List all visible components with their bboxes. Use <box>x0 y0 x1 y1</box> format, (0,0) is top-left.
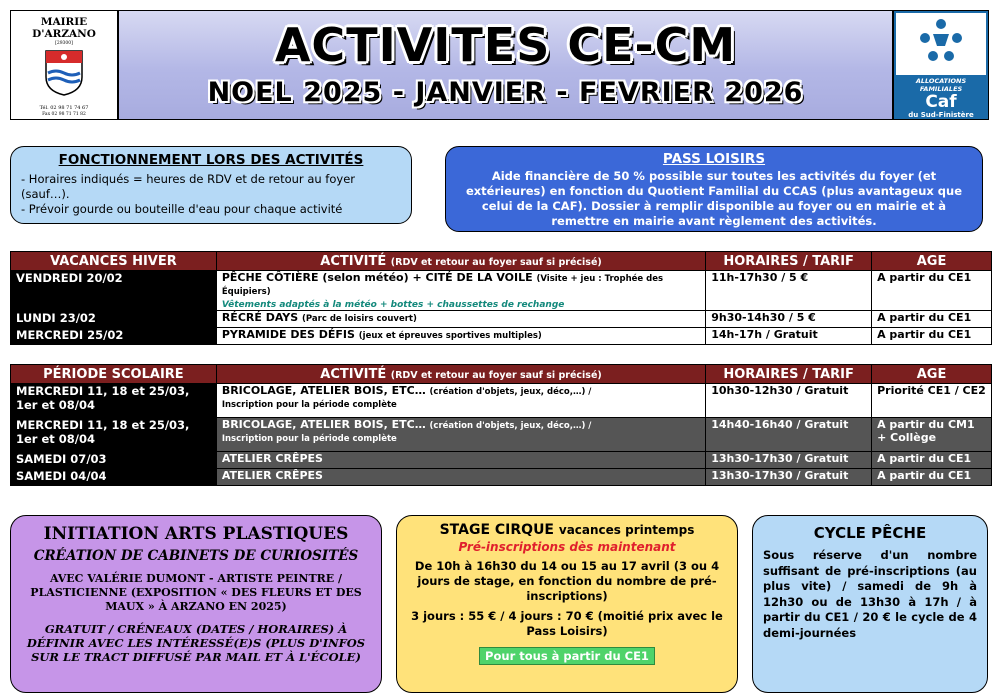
row-hours: 14h-17h / Gratuit <box>706 328 872 345</box>
col-header-period: VACANCES HIVER <box>11 252 217 271</box>
arts-title: INITIATION ARTS PLASTIQUES <box>43 524 349 544</box>
arts-plastiques-box <box>10 515 382 693</box>
scolaire-table <box>10 364 992 486</box>
caf-name: Caf <box>925 92 957 112</box>
stage-cirque-box <box>396 515 738 693</box>
page-subtitle: NOEL 2025 - JANVIER - FEVRIER 2026 <box>207 77 804 108</box>
fonctionnement-title: FONCTIONNEMENT LORS DES ACTIVITÉS <box>58 152 364 168</box>
col-header-hours: HORAIRES / TARIF <box>706 252 872 271</box>
row-activity: BRICOLAGE, ATELIER BOIS, ETC… (création d'objets, jeux, déco,…) / Inscription pour la période complète <box>216 418 705 452</box>
pass-title: PASS LOISIRS <box>662 151 766 167</box>
mairie-code: [29300] <box>55 41 73 46</box>
mairie-tel: Tél. 02 98 71 74 67 <box>39 105 89 111</box>
table-row <box>11 418 992 452</box>
vacances-table <box>10 251 992 345</box>
col-header-activity: ACTIVITÉ (RDV et retour au foyer sauf si précisé) <box>216 252 705 271</box>
row-age: A partir du CE1 <box>872 328 992 345</box>
arzano-crest-icon <box>44 49 84 97</box>
caf-logo-box <box>893 10 989 120</box>
row-hours: 10h30-12h30 / Gratuit <box>706 384 872 418</box>
caf-logo-top <box>896 13 986 75</box>
col-header-period: PÉRIODE SCOLAIRE <box>11 365 217 384</box>
col-header-age: AGE <box>872 252 992 271</box>
row-age: A partir du CE1 <box>872 271 992 311</box>
row-hours: 9h30-14h30 / 5 € <box>706 311 872 328</box>
cycle-peche-box <box>752 515 988 693</box>
row-date: SAMEDI 07/03 <box>11 452 217 469</box>
mairie-name: MAIRIE D'ARZANO <box>32 16 96 40</box>
row-age: Priorité CE1 / CE2 <box>872 384 992 418</box>
row-hours: 11h-17h30 / 5 € <box>706 271 872 311</box>
arts-line-1: AVEC VALÉRIE DUMONT - ARTISTE PEINTRE / PLASTICIENNE (EXPOSITION « DES FLEURS ET DES MAUX » À ARZANO EN 2025) <box>30 572 362 613</box>
caf-people-icon <box>911 16 971 72</box>
row-hours: 14h40-16h40 / Gratuit <box>706 418 872 452</box>
row-date: VENDREDI 20/02 <box>11 271 217 311</box>
fonctionnement-box <box>10 146 412 224</box>
caf-region: du Sud-Finistère <box>908 111 974 119</box>
page-title: ACTIVITES CE-CM <box>274 18 737 72</box>
table-row <box>11 452 992 469</box>
peche-title: CYCLE PÊCHE <box>813 524 927 542</box>
col-header-age: AGE <box>872 365 992 384</box>
table-header-row <box>11 365 992 384</box>
row-activity: BRICOLAGE, ATELIER BOIS, ETC… (création d'objets, jeux, déco,…) / Inscription pour la période complète <box>216 384 705 418</box>
table-row <box>11 469 992 486</box>
row-date: SAMEDI 04/04 <box>11 469 217 486</box>
fonctionnement-line-1: - Horaires indiqués = heures de RDV et de retour au foyer (sauf…). <box>21 172 356 201</box>
fonctionnement-line-2: - Prévoir gourde ou bouteille d'eau pour chaque activité <box>21 202 343 216</box>
cirque-title: STAGE CIRQUE vacances printemps <box>439 522 695 538</box>
title-banner <box>118 10 893 120</box>
mairie-fax: Fax 02 98 71 71 82 <box>42 112 86 117</box>
row-date: MERCREDI 11, 18 et 25/03, 1er et 08/04 <box>11 384 217 418</box>
table-row <box>11 271 992 311</box>
row-activity: ATELIER CRÊPES <box>216 452 705 469</box>
row-age: A partir du CE1 <box>872 452 992 469</box>
table-row <box>11 384 992 418</box>
table-row <box>11 328 992 345</box>
row-age: A partir du CE1 <box>872 469 992 486</box>
col-header-activity: ACTIVITÉ (RDV et retour au foyer sauf si précisé) <box>216 365 705 384</box>
row-age: A partir du CM1 + Collège <box>872 418 992 452</box>
pass-text: Aide financière de 50 % possible sur toutes les activités du foyer (et extérieures) en fonction du Quotient Familial du CCAS (plus avantageux que celui de la CAF). Dossier à remplir disponible au foyer ou en mairie et à remettre en mairie avant règlement des activités. <box>465 169 963 228</box>
cirque-preinscription: Pré-inscriptions dès maintenant <box>458 540 676 554</box>
row-date: MERCREDI 11, 18 et 25/03, 1er et 08/04 <box>11 418 217 452</box>
row-date: LUNDI 23/02 <box>11 311 217 328</box>
table-row <box>11 311 992 328</box>
cirque-line-1: De 10h à 16h30 du 14 ou 15 au 17 avril (3 ou 4 jours de stage, en fonction du nombre de pré-inscriptions) <box>414 559 720 603</box>
row-age: A partir du CE1 <box>872 311 992 328</box>
row-activity: RÉCRÉ DAYS (Parc de loisirs couvert) <box>216 311 705 328</box>
row-hours: 13h30-17h30 / Gratuit <box>706 452 872 469</box>
row-hours: 13h30-17h30 / Gratuit <box>706 469 872 486</box>
pass-loisirs-box <box>445 146 983 232</box>
arts-line-2: GRATUIT / CRÉNEAUX (DATES / HORAIRES) À DÉFINIR AVEC LES INTÉRESSÉ(E)S (PLUS D'INFOS SUR LE TRACT DIFFUSÉ PAR MAIL ET À L'ÉCOLE) <box>26 622 366 664</box>
mairie-logo-box <box>10 10 118 120</box>
row-activity: ATELIER CRÊPES <box>216 469 705 486</box>
row-activity: PÊCHE CÔTIÈRE (selon météo) + CITÉ DE LA VOILE (Visite + jeu : Trophée des Équipiers) Vêtements adaptés à la météo + bottes + chaussettes de rechange <box>216 271 705 311</box>
cirque-line-2: 3 jours : 55 € / 4 jours : 70 € (moitié prix avec le Pass Loisirs) <box>411 609 723 638</box>
caf-alloc-text: ALLOCATIONS FAMILIALES <box>915 77 967 93</box>
col-header-hours: HORAIRES / TARIF <box>706 365 872 384</box>
row-date: MERCREDI 25/02 <box>11 328 217 345</box>
row-activity: PYRAMIDE DES DÉFIS (jeux et épreuves sportives multiples) <box>216 328 705 345</box>
arts-subtitle: CRÉATION DE CABINETS DE CURIOSITÉS <box>33 548 359 564</box>
table-header-row <box>11 252 992 271</box>
peche-text: Sous réserve d'un nombre suffisant de pré-inscriptions (au plus vite) / samedi de 9h à 12h30 ou de 13h30 à 17h / à partir du CE1 / 20 € le cycle de 4 demi-journées <box>763 548 977 640</box>
cirque-age-badge: Pour tous à partir du CE1 <box>479 647 655 665</box>
